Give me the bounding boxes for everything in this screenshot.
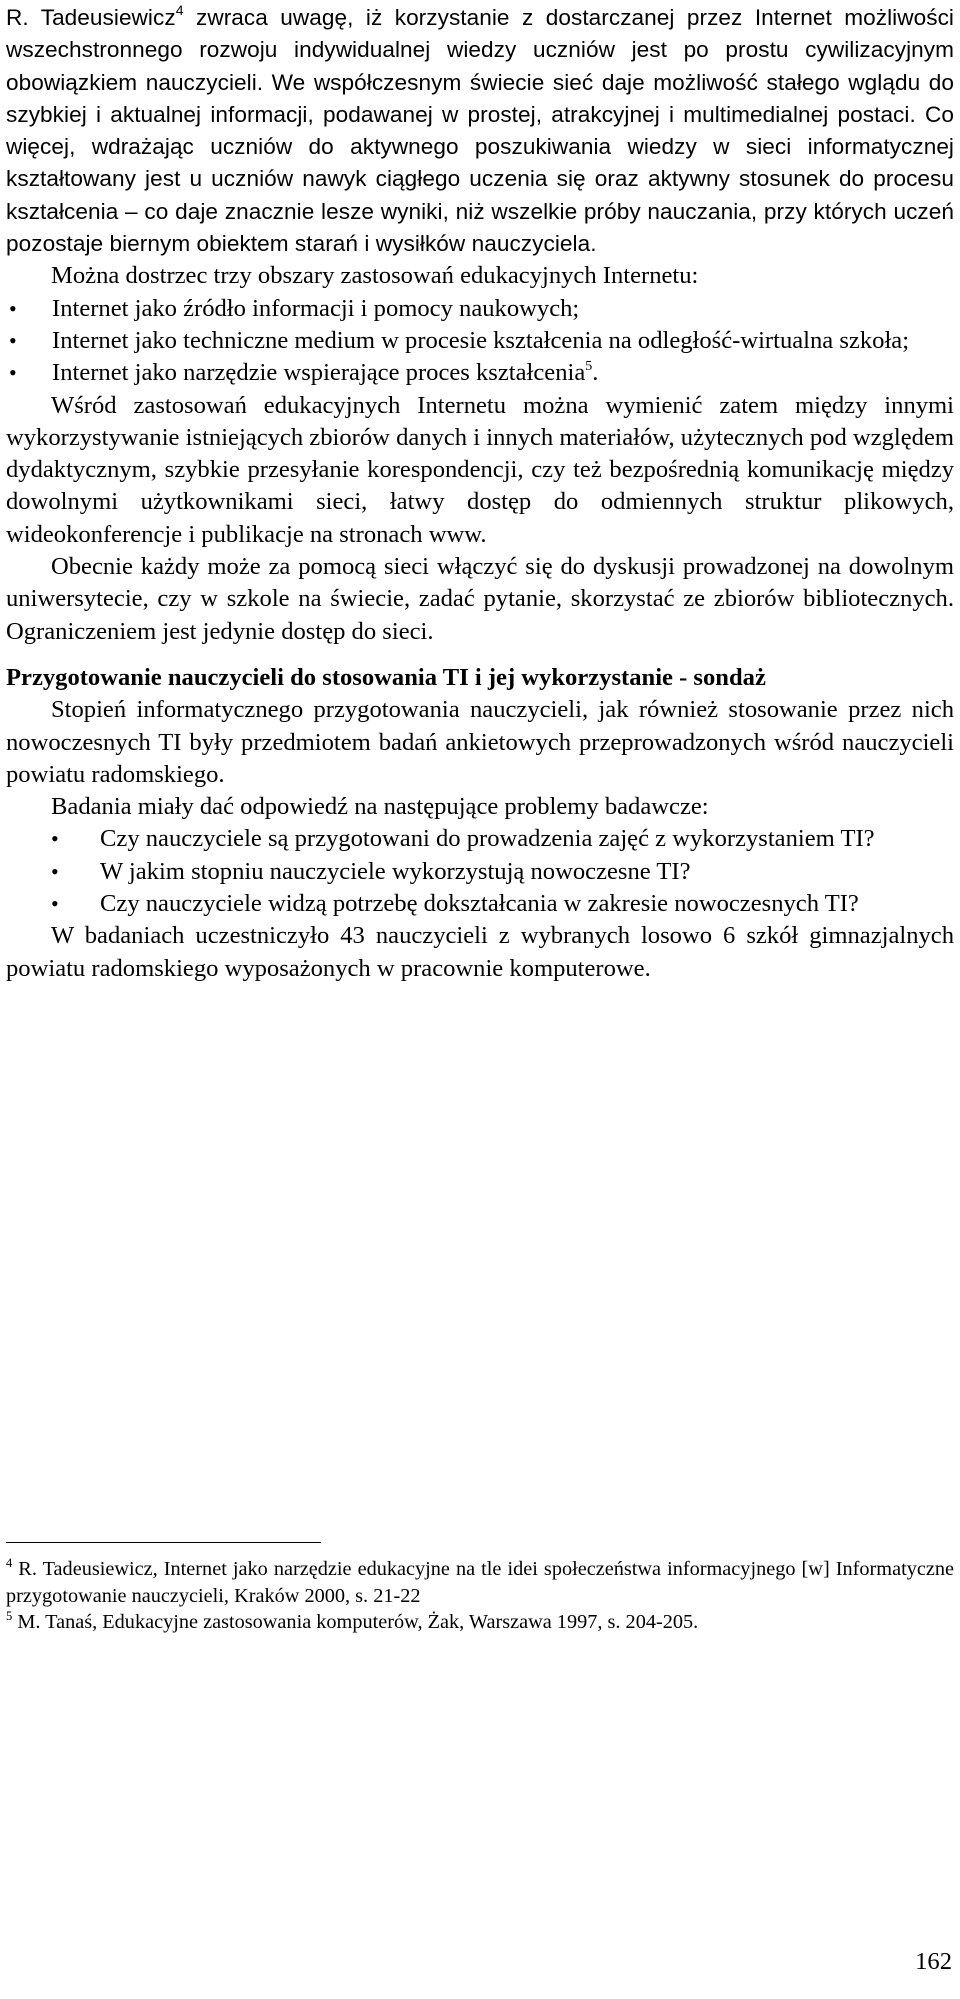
bullet-icon: • xyxy=(51,826,59,852)
research-problems-list xyxy=(6,823,954,920)
bullet-icon: • xyxy=(9,295,17,321)
paragraph-tadeusiewicz xyxy=(6,2,954,260)
footnote-number: 4 xyxy=(6,1556,13,1570)
list-item xyxy=(6,856,954,888)
section-heading: Przygotowanie nauczycieli do stosowania TI i jej wykorzystanie - sondaż xyxy=(6,663,766,691)
paragraph-research-problems: Badania miały dać odpowiedź na następujące problemy badawcze: xyxy=(51,793,709,821)
list-item-text: Czy nauczyciele widzą potrzebę dokształcania w zakresie nowoczesnych TI? xyxy=(100,890,859,918)
paragraph-survey-intro: Stopień informatycznego przygotowania nauczycieli, jak również stosowanie przez nich nowoczesnych TI były przedmiotem badań ankietowych przeprowadzonych wśród nauczycieli powiatu radomskiego. xyxy=(6,696,954,788)
list-item xyxy=(6,357,954,389)
footnote-divider xyxy=(6,1542,321,1543)
bullet-icon: • xyxy=(51,858,59,884)
paragraph-applications: Wśród zastosowań edukacyjnych Internetu można wymienić zatem między innymi wykorzystywanie istniejących zbiorów danych i innych materiałów, użytecznych pod względem dydaktycznym, szybkie przesyłanie korespondencji, czy też bezpośrednią komunikację między dowolnymi użytkownikami sieci, łatwy dostęp do odmiennych struktur plikowych, wideokonferencje i publikacje na stronach www. xyxy=(6,391,954,548)
bullet-icon: • xyxy=(9,360,17,386)
footnotes xyxy=(6,1556,954,1636)
paragraph-discussion: Obecnie każdy może za pomocą sieci włączyć się do dyskusji prowadzonej na dowolnym uniwersytecie, czy w szkole na świecie, zadać pytanie, skorzystać ze zbiorów bibliotecznych. Ograniczeniem jest jedynie dostęp do sieci. xyxy=(6,553,954,645)
bullet-icon: • xyxy=(51,891,59,917)
footnote-text: R. Tadeusiewicz, Internet jako narzędzie edukacyjne na tle idei społeczeństwa informacyjnego [w] Informatyczne przygotowanie nauczycieli, Kraków 2000, s. 21-22 xyxy=(6,1558,954,1607)
paragraph-text: zwraca uwagę, iż korzystanie z dostarczanej przez Internet możliwości wszechstronnego rozwoju indywidualnej wiedzy uczniów jest po prostu cywilizacyjnym obowiązkiem nauczycieli. We współczesnym świecie sieć daje możliwość stałego wglądu do szybkiej i aktualnej informacji, podawanej w prostej, atrakcyjnej i multimedialnej postaci. Co więcej, wdrażając uczniów do aktywnego poszukiwania wiedzy w sieci informatycznej kształtowany jest u uczniów nawyk ciągłego uczenia się oraz aktywny stosunek do procesu kształcenia – co daje znacznie lesze wyniki, niż wszelkie próby nauczania, przy których uczeń pozostaje biernym obiektem starań i wysiłków nauczyciela. xyxy=(6,5,954,257)
list-item-text: Czy nauczyciele są przygotowani do prowadzenia zajęć z wykorzystaniem TI? xyxy=(100,825,875,853)
list-item xyxy=(6,325,954,357)
list-item-text: . xyxy=(592,359,599,387)
list-item xyxy=(6,293,954,325)
footnote-number: 5 xyxy=(6,1609,13,1623)
paragraph-areas-intro: Można dostrzec trzy obszary zastosowań edukacyjnych Internetu: xyxy=(51,262,699,290)
paragraph-text: R. Tadeusiewicz xyxy=(6,5,176,30)
footnote-text: M. Tanaś, Edukacyjne zastosowania komputerów, Żak, Warszawa 1997, s. 204-205. xyxy=(12,1611,699,1633)
footnote-4 xyxy=(6,1556,954,1609)
list-item-text: Internet jako narzędzie wspierające proces kształcenia xyxy=(52,359,586,387)
footnote-ref-5: 5 xyxy=(585,359,593,375)
list-item xyxy=(6,823,954,855)
page-number: 162 xyxy=(915,1948,952,1975)
page-body xyxy=(6,2,954,985)
footnote-ref-4: 4 xyxy=(175,2,184,18)
list-item-text: W jakim stopniu nauczyciele wykorzystują nowoczesne TI? xyxy=(100,857,691,885)
list-item-text: Internet jako techniczne medium w procesie kształcenia na odległość-wirtualna szkoła; xyxy=(52,326,910,354)
list-item xyxy=(6,888,954,920)
paragraph-participants: W badaniach uczestniczyło 43 nauczycieli z wybranych losowo 6 szkół gimnazjalnych powiatu radomskiego wyposażonych w pracownie komputerowe. xyxy=(6,922,954,982)
footnote-5 xyxy=(6,1609,954,1636)
list-item-text: Internet jako źródło informacji i pomocy naukowych; xyxy=(52,294,580,322)
areas-list xyxy=(6,293,954,390)
bullet-icon: • xyxy=(9,327,17,353)
